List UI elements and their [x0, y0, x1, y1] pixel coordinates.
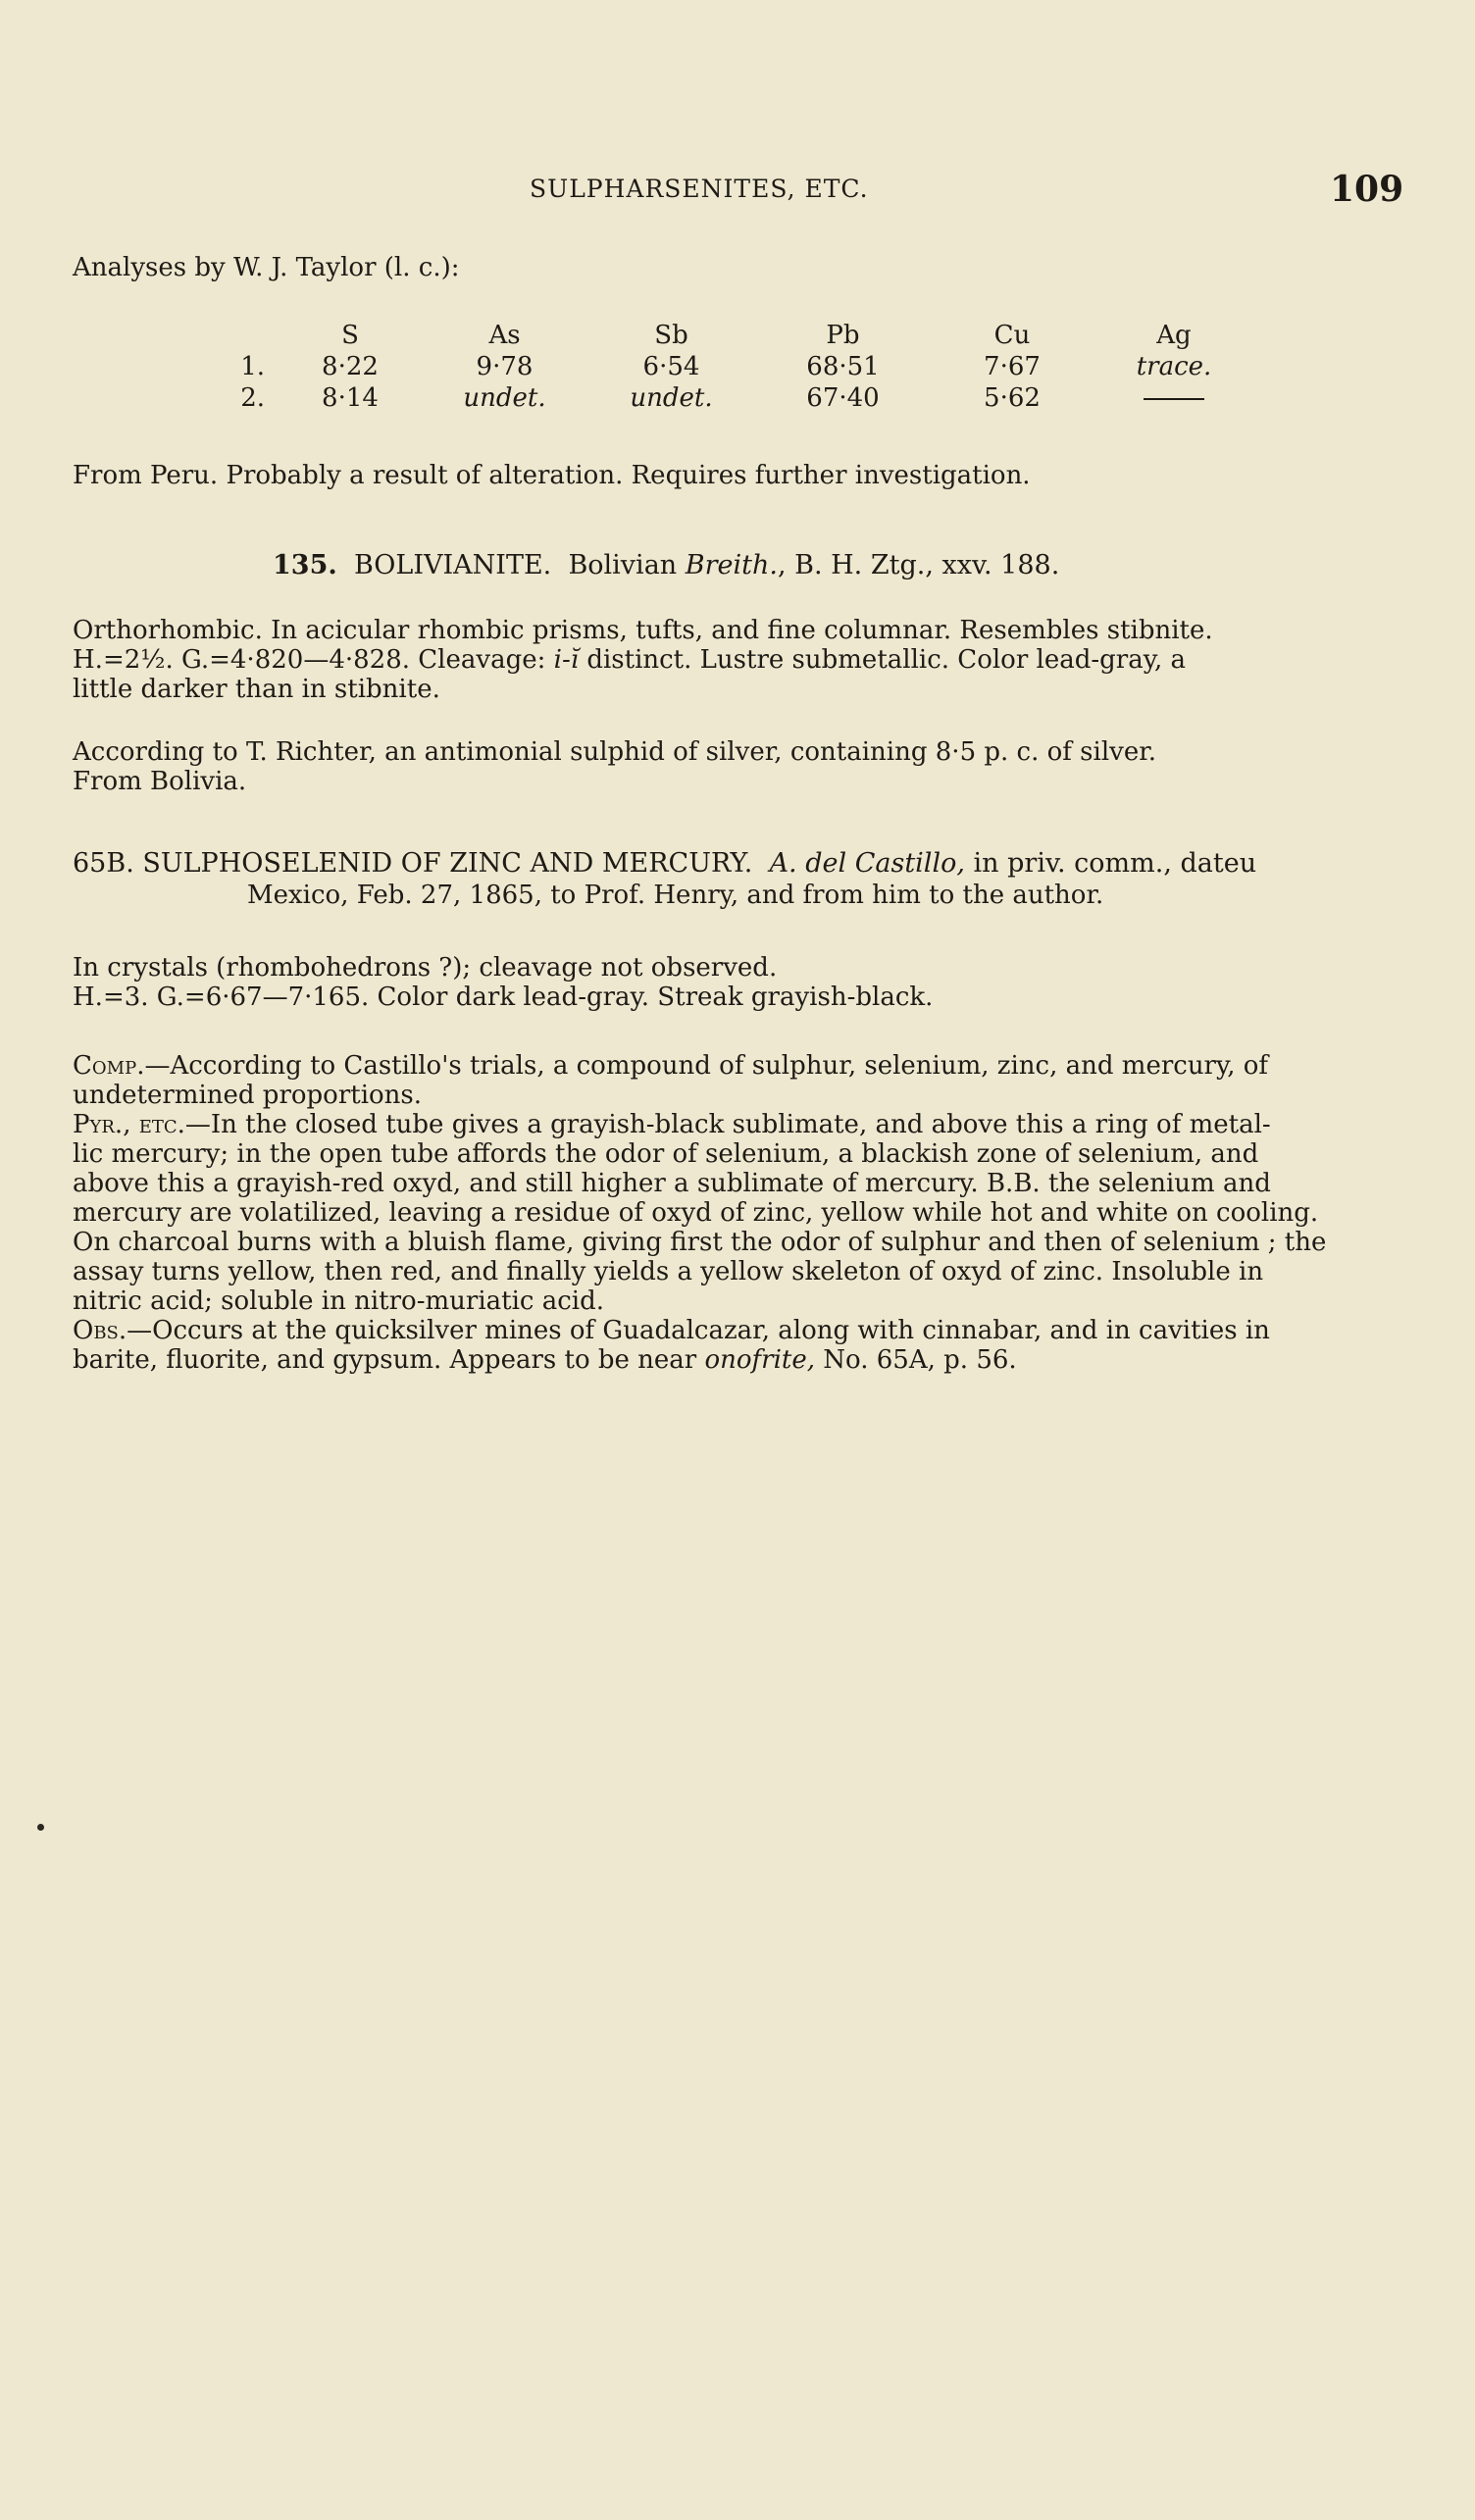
column-header: As	[488, 321, 521, 350]
sulphoselenid-reference-line: Mexico, Feb. 27, 1865, to Prof. Henry, and from him to the author.	[247, 881, 1104, 910]
pyr-paragraph-line: above this a grayish-red oxyd, and still higher a sublimate of mercury. B.B. the selenium and	[73, 1169, 1271, 1198]
analysis-intro: Analyses by W. J. Taylor (l. c.):	[73, 253, 460, 282]
table-cell-dash	[1095, 382, 1252, 414]
species-name: BOLIVIANITE.	[353, 550, 552, 580]
table-cell: 8·22	[322, 352, 379, 381]
sulphoselenid-heading	[73, 848, 1257, 879]
pyr-paragraph-line	[73, 1110, 1271, 1139]
table-cell: 68·51	[806, 352, 880, 381]
row-label: 2.	[240, 383, 265, 413]
species-number: 135.	[273, 550, 337, 580]
bolivianite-heading	[273, 551, 1410, 580]
pyr-paragraph-line: nitric acid; soluble in nitro-muriatic acid.	[73, 1286, 605, 1316]
dash-mark	[1144, 398, 1204, 400]
comp-label: Comp.	[73, 1051, 145, 1081]
species-name: SULPHOSELENID OF ZINC AND MERCURY.	[142, 848, 753, 879]
analysis-header-blank	[206, 320, 277, 351]
richter-line: According to T. Richter, an antimonial sulphid of silver, containing 8·5 p. c. of silver.	[73, 737, 1157, 767]
comp-text: —According to Castillo's trials, a compound of sulphur, selenium, zinc, and mercury, of	[144, 1051, 1269, 1081]
comp-paragraph-line: undetermined proportions.	[73, 1081, 423, 1110]
comp-paragraph-line	[73, 1051, 1269, 1081]
cleavage-symbol: i-ĭ	[553, 645, 580, 675]
reference-pre: Bolivian	[568, 550, 678, 580]
reference-author: A. del Castillo,	[769, 848, 965, 879]
running-head	[0, 169, 1475, 214]
pyr-paragraph-line: assay turns yellow, then red, and finally yields a yellow skeleton of oxyd of zinc. Insoluble in	[73, 1257, 1264, 1286]
species-number: 65B.	[73, 848, 134, 879]
table-cell: 8·14	[322, 383, 379, 413]
obs-text: No. 65A, p. 56.	[823, 1345, 1017, 1375]
pyr-paragraph-line: On charcoal burns with a bluish flame, giving first the odor of sulphur and then of selenium ; the	[73, 1228, 1327, 1257]
analysis-header-row	[206, 320, 1252, 351]
obs-paragraph-line	[73, 1316, 1270, 1345]
table-cell: undet.	[630, 383, 713, 413]
richter-line: From Bolivia.	[73, 767, 247, 796]
table-cell: undet.	[463, 383, 546, 413]
page-number: 109	[1330, 169, 1404, 210]
obs-text: —Occurs at the quicksilver mines of Guadalcazar, along with cinnabar, and in cavities in	[127, 1316, 1270, 1345]
table-row	[206, 351, 1252, 382]
reference-source: , B. H. Ztg., xxv. 188.	[777, 550, 1060, 580]
column-header: Pb	[826, 321, 860, 350]
bolivianite-desc-line	[73, 645, 1210, 675]
lustre-color: distinct. Lustre submetallic. Color lead-gray, a	[586, 645, 1186, 675]
obs-label: Obs.	[73, 1316, 127, 1345]
pyr-text: —In the closed tube gives a grayish-black sublimate, and above this a ring of metal-	[184, 1110, 1271, 1139]
pyr-paragraph-line: mercury are volatilized, leaving a residue of oxyd of zinc, yellow while hot and white on cooling.	[73, 1198, 1319, 1228]
table-cell: 9·78	[476, 352, 534, 381]
obs-text: barite, fluorite, and gypsum. Appears to be near	[73, 1345, 697, 1375]
column-header: Cu	[993, 321, 1031, 350]
table-cell: 67·40	[806, 383, 880, 413]
crystals-line: H.=3. G.=6·67—7·165. Color dark lead-gray. Streak grayish-black.	[73, 983, 934, 1012]
mineral-reference: onofrite,	[704, 1345, 816, 1375]
bolivianite-desc-line: little darker than in stibnite.	[73, 675, 440, 704]
column-header: Ag	[1156, 321, 1192, 350]
hardness-gravity: H.=2½. G.=4·820—4·828. Cleavage:	[73, 645, 546, 675]
column-header: S	[341, 321, 359, 350]
table-cell: 6·54	[642, 352, 700, 381]
crystals-line: In crystals (rhombohedrons ?); cleavage not observed.	[73, 953, 778, 983]
pyr-label: Pyr., etc.	[73, 1110, 185, 1139]
ink-speck	[37, 1824, 44, 1831]
table-cell: trace.	[1136, 352, 1212, 381]
analysis-table	[206, 320, 1252, 414]
table-cell: 7·67	[984, 352, 1041, 381]
pyr-paragraph-line: lic mercury; in the open tube affords the odor of selenium, a blackish zone of selenium, and	[73, 1139, 1259, 1169]
running-title: SULPHARSENITES, ETC.	[530, 175, 869, 203]
column-header: Sb	[654, 321, 688, 350]
reference-author: Breith.	[685, 550, 778, 580]
reference-source: in priv. comm., dateu	[973, 848, 1257, 879]
obs-paragraph-line	[73, 1345, 1210, 1375]
table-row	[206, 382, 1252, 414]
row-label: 1.	[240, 352, 265, 381]
table-cell: 5·62	[984, 383, 1041, 413]
bolivianite-desc-line: Orthorhombic. In acicular rhombic prisms, tufts, and fine columnar. Resembles stibnite.	[73, 616, 1213, 645]
analysis-note: From Peru. Probably a result of alteration. Requires further investigation.	[73, 461, 1031, 490]
